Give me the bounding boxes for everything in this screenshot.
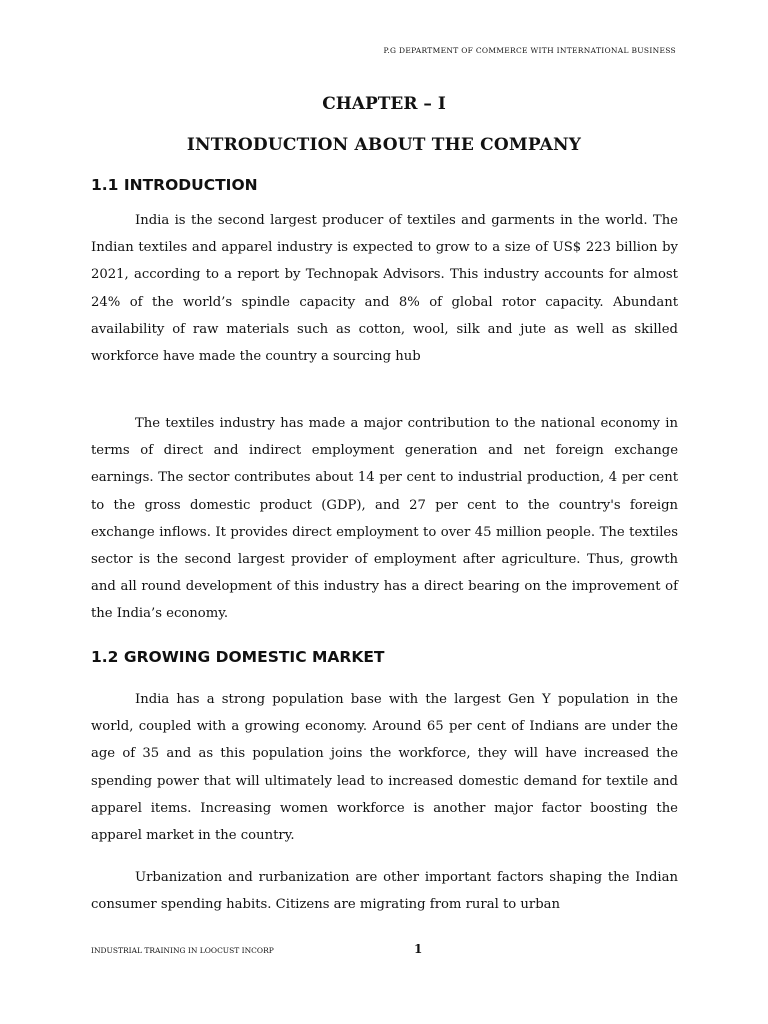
page-number: 1 <box>414 942 423 956</box>
paragraph-domestic-market-2: Urbanization and rurbanization are other important factors shaping the Indian consumer spending habits. Citizens are migrating from rural to urban <box>91 870 678 913</box>
paragraph-domestic-market-1: India has a strong population base with the largest Gen Y population in the world, coupled with a growing economy. Around 65 per cent of Indians are under the age of 35 and as this population joins the workforce, they will have increased the spending power that will ultimately lead to increased domestic demand for textile and apparel items. Increasing women workforce is another major factor boosting the apparel market in the country. <box>91 692 678 844</box>
section-heading-introduction: 1.1 INTRODUCTION <box>91 176 258 194</box>
running-header: P.G DEPARTMENT OF COMMERCE WITH INTERNATIONAL BUSINESS <box>383 46 676 55</box>
paragraph-introduction-1: India is the second largest producer of textiles and garments in the world. The Indian textiles and apparel industry is expected to grow to a size of US$ 223 billion by 2021, according to a report by Technopak Advisors. This industry accounts for almost 24% of the world’s spindle capacity and 8% of global rotor capacity. Abundant availability of raw materials such as cotton, wool, silk and jute as well as skilled workforce have made the country a sourcing hub <box>91 213 678 365</box>
chapter-number: CHAPTER – I <box>322 94 446 114</box>
paragraph-introduction-2: The textiles industry has made a major contribution to the national economy in terms of direct and indirect employment generation and net foreign exchange earnings. The sector contributes about 14 per cent to industrial production, 4 per cent to the gross domestic product (GDP), and 27 per cent to the country's foreign exchange inflows. It provides direct employment to over 45 million people. The textiles sector is the second largest provider of employment after agriculture. Thus, growth and all round development of this industry has a direct bearing on the improvement of the India’s economy. <box>91 416 678 622</box>
chapter-title: INTRODUCTION ABOUT THE COMPANY <box>186 135 582 155</box>
section-heading-growing-domestic-market: 1.2 GROWING DOMESTIC MARKET <box>91 648 385 666</box>
running-footer: INDUSTRIAL TRAINING IN LOOCUST INCORP <box>91 946 274 955</box>
